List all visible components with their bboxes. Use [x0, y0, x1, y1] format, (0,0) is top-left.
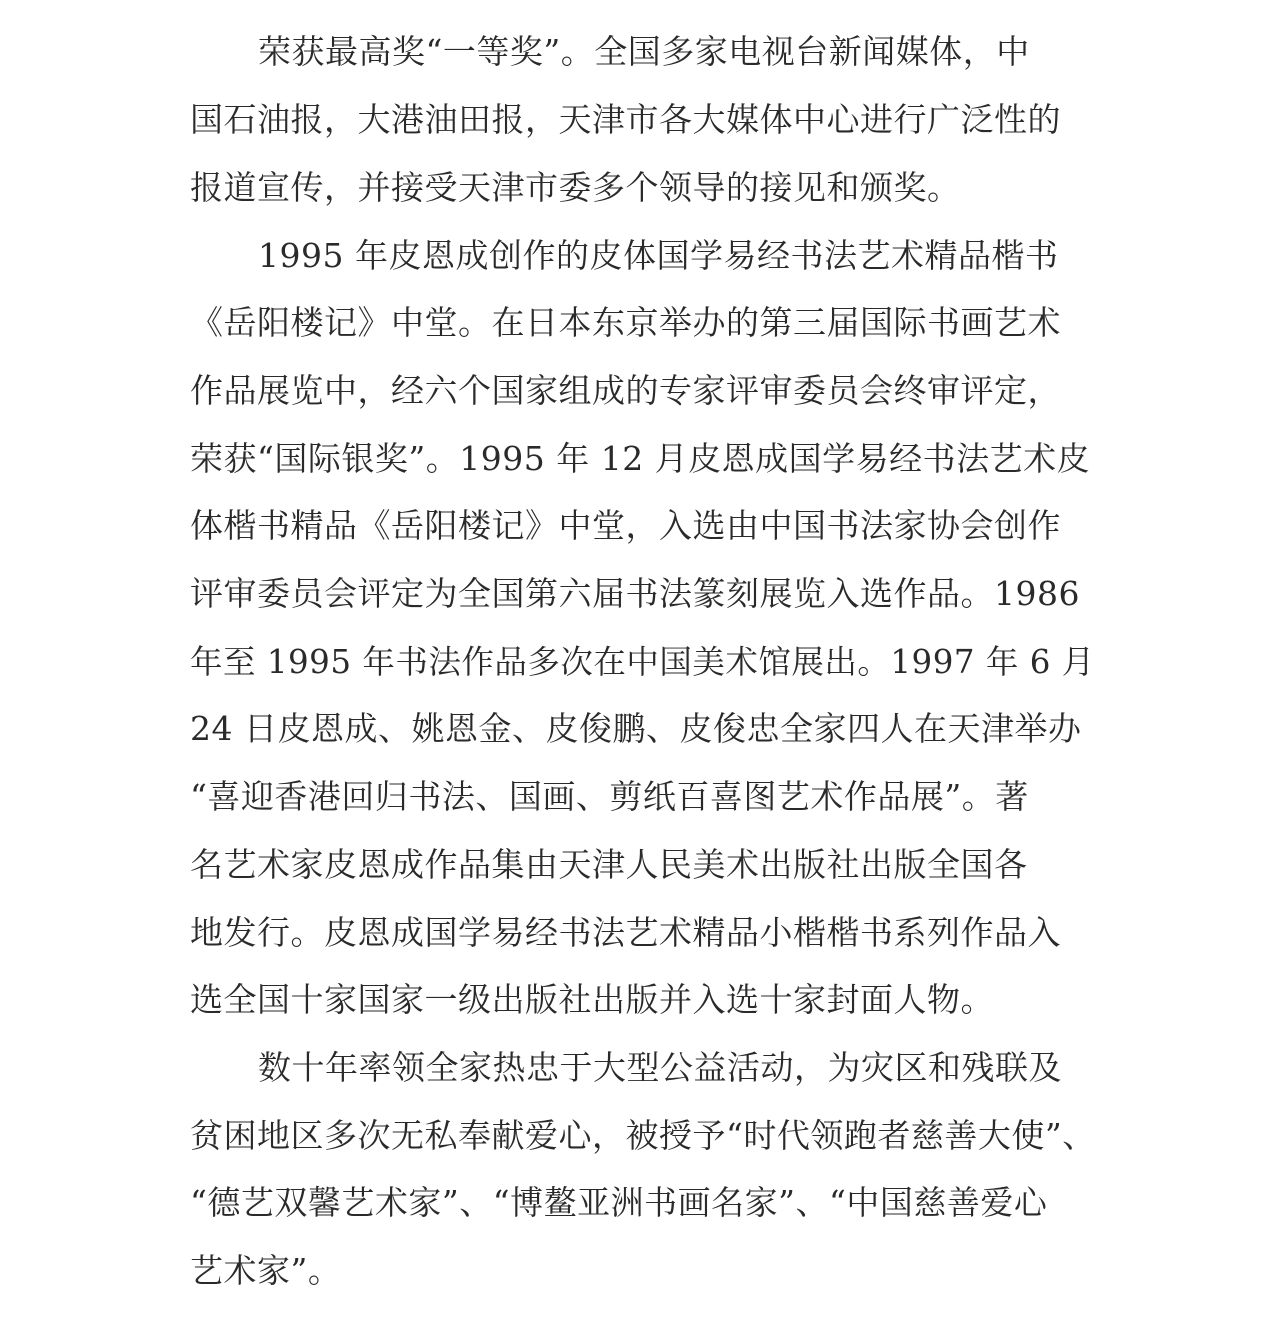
- text-line: 地发行。皮恩成国学易经书法艺术精品小楷楷书系列作品入: [190, 913, 1061, 952]
- text-line: 荣获“国际银奖”。1995 年 12 月皮恩成国学易经书法艺术皮: [190, 439, 1091, 478]
- text-line: 报道宣传，并接受天津市委多个领导的接见和颁奖。: [190, 168, 961, 207]
- text-line: 国石油报，大港油田报，天津市各大媒体中心进行广泛性的: [190, 100, 1061, 139]
- text-line: 年至 1995 年书法作品多次在中国美术馆展出。1997 年 6 月: [190, 643, 1095, 681]
- text-line: 《岳阳楼记》中堂。在日本东京举办的第三届国际书画艺术: [190, 303, 1061, 342]
- text-line: 艺术家”。: [190, 1251, 342, 1290]
- text-line: “喜迎香港回归书法、国画、剪纸百喜图艺术作品展”。著: [190, 777, 1029, 816]
- text-line: 24 日皮恩成、姚恩金、皮俊鹏、皮俊忠全家四人在天津举办: [190, 709, 1082, 748]
- text-line: 作品展览中，经六个国家组成的专家评审委员会终审评定，: [190, 371, 1061, 410]
- text-line: 评审委员会评定为全国第六届书法篆刻展览入选作品。1986: [190, 574, 1080, 613]
- text-line: “德艺双馨艺术家”、“博鳌亚洲书画名家”、“中国慈善爱心: [190, 1183, 1048, 1222]
- text-line: 名艺术家皮恩成作品集由天津人民美术出版社出版全国各: [190, 845, 1028, 884]
- text-line: 荣获最高奖“一等奖”。全国多家电视台新闻媒体，中: [258, 32, 1030, 71]
- text-line: 贫困地区多次无私奉献爱心，被授予“时代领跑者慈善大使”、: [190, 1116, 1096, 1155]
- text-line: 选全国十家国家一级出版社出版并入选十家封面人物。: [190, 980, 994, 1019]
- text-line: 体楷书精品《岳阳楼记》中堂，入选由中国书法家协会创作: [190, 506, 1061, 545]
- text-line: 数十年率领全家热忠于大型公益活动，为灾区和残联及: [258, 1048, 1062, 1087]
- text-line: 1995 年皮恩成创作的皮体国学易经书法艺术精品楷书: [258, 236, 1059, 275]
